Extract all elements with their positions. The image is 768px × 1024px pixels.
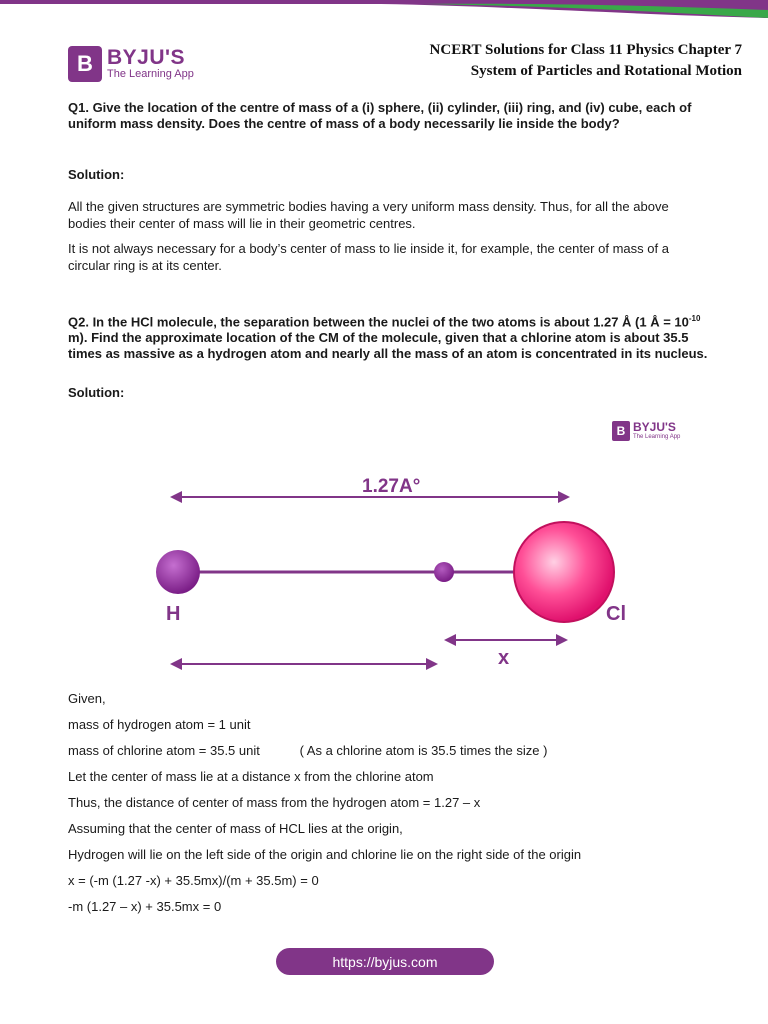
q2-solution-label: Solution: — [68, 385, 125, 400]
work-line: Assuming that the center of mass of HCL lies at the origin, — [68, 821, 403, 836]
hydrogen-label: H — [166, 603, 181, 625]
distance-arrow-left-head — [170, 491, 182, 503]
logo-name: BYJU'S — [107, 46, 186, 69]
work-line: -m (1.27 – x) + 35.5mx = 0 — [68, 899, 222, 914]
distance-arrow-right-head — [558, 491, 570, 503]
byjus-logo — [68, 46, 194, 82]
work-line: Thus, the distance of center of mass from the hydrogen atom = 1.27 – x — [68, 795, 481, 810]
q1-answer-paragraph-1: All the given structures are symmetric bodies having a very uniform mass density. Thus, for all the above bodies their center of mass will lie in their geometric centres. — [68, 199, 669, 231]
x-arrow-right-head — [556, 634, 568, 646]
top-decorative-bar — [0, 0, 768, 18]
document-header — [430, 40, 742, 82]
work-line: Hydrogen will lie on the left side of the origin and chlorine lie on the right side of the origin — [68, 847, 582, 862]
q1-solution-label: Solution: — [68, 167, 125, 182]
q1-question: Q1. Give the location of the centre of mass of a (i) sphere, (ii) cylinder, (iii) ring, and (iv) cube, each of uniform mass density. Does the centre of mass of a body necessarily lie inside the body? — [68, 100, 692, 131]
chlorine-atom — [514, 522, 614, 622]
work-line: Let the center of mass lie at a distance x from the chlorine atom — [68, 769, 434, 784]
logo-badge: B — [68, 46, 102, 82]
logo-tagline: The Learning App — [107, 68, 194, 80]
x-label: x — [498, 647, 510, 669]
figure-logo-tagline: The Learning App — [633, 434, 681, 440]
header-line-2: System of Particles and Rotational Motion — [470, 63, 742, 79]
figure-logo — [612, 421, 680, 441]
hcl-diagram — [150, 468, 640, 678]
work-line: mass of chlorine atom = 35.5 unit ( As a chlorine atom is 35.5 times the size ) — [68, 743, 548, 758]
q2-question: Q2. In the HCl molecule, the separation between the nuclei of the two atoms is about 1.27 Å (1 Å = $10^{-10}$ m). Find the approximate location of the CM of the molecule, given that a chlorine atom is about 35.5 times as massive as a hydrogen atom and nearly all the mass of an atom is concentrated in its nucleus. — [68, 314, 708, 362]
website-link-button[interactable]: https://byjus.com — [276, 948, 494, 975]
header-line-1: NCERT Solutions for Class 11 Physics Chapter 7 — [429, 42, 742, 58]
hydrogen-atom — [156, 550, 200, 594]
chlorine-label: Cl — [606, 603, 626, 625]
q1-answer-paragraph-2: It is not always necessary for a body’s center of mass to lie inside it, for example, the center of mass of a circular ring is at its center. — [68, 241, 669, 273]
h-to-cm-arrow-left-head — [170, 658, 182, 670]
h-to-cm-arrow-right-head — [426, 658, 438, 670]
center-of-mass-dot — [434, 562, 454, 582]
work-line: x = (-m (1.27 -x) + 35.5mx)/(m + 35.5m) = 0 — [68, 873, 319, 888]
figure-logo-name: BYJU'S — [633, 420, 676, 434]
distance-label: 1.27A° — [362, 476, 421, 497]
work-line: mass of hydrogen atom = 1 unit — [68, 717, 251, 732]
figure-logo-badge: B — [612, 421, 630, 441]
x-arrow-left-head — [444, 634, 456, 646]
work-line: Given, — [68, 691, 106, 706]
